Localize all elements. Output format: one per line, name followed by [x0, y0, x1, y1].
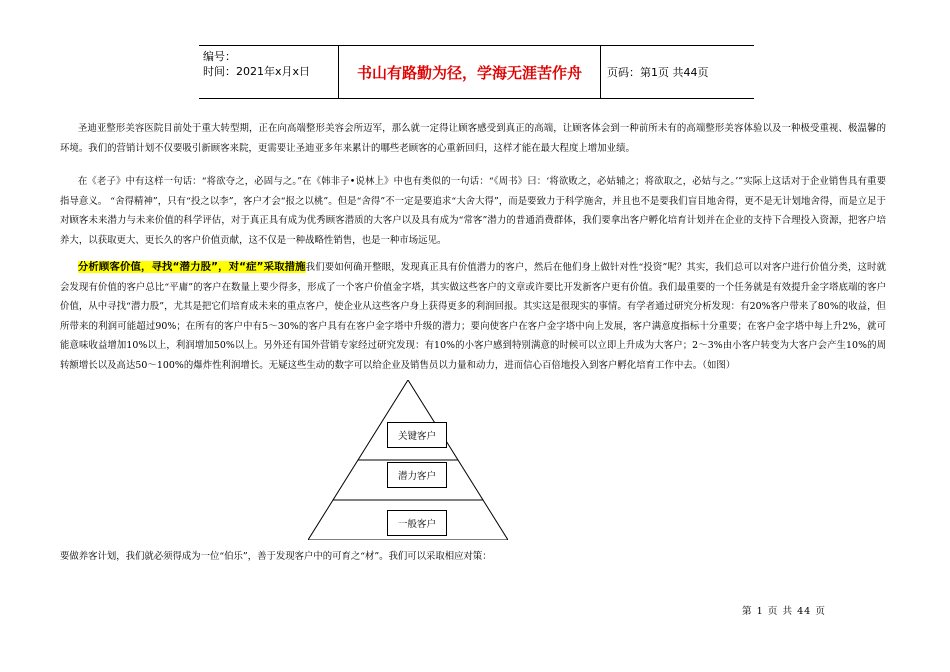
pyramid-tier-key-customers: 关键客户	[387, 422, 447, 448]
time-label: 时间：2021年x月x日	[203, 65, 311, 78]
highlighted-heading: 分析顾客价值，寻找“潜力股”，对“症”采取措施	[77, 261, 306, 273]
number-label: 编号：	[203, 50, 236, 63]
paragraph-conclusion: 要做养客计划，我们就必须得成为一位“伯乐”，善于发现客户中的可育之“材”。我们可以采取相应对策：	[60, 551, 492, 562]
analysis-body: 我们要如何确开整眼，发现真正具有价值潜力的客户，然后在他们身上做针对性“投资”呢？其实，我们总可以对客户进行价值分类，这时就会发现有价值的客户总比“平庸”的客户在数量上要少得多，形成了一个客户价值金字塔，其实做这些客户的文章或许要比开发新客户更有价值。我们最重要的一个任务就是有效提升金字塔底端的客户价值，从中寻找“潜力股”，尤其是把它们培育成未来的重点客户，使企业从这些客户身上获得更多的利润回报。其实这是很现实的事情。有学者通过研究分析发现：有20%客户带来了80%的收益，但所带来的利润可能超过90%；在所有的客户中有5～30%的客户具有在客户金字塔中升级的潜力；要向使客户在客户金字塔中向上发展，客户满意度指标十分重要；在客户金字塔中每上升2%，就可能意味收益增加10%以上，利润增加50%以上。另外还有国外营销专家经过研究发现：有10%的小客户感到特别满意的时候可以立即上升成为大客户；2～3%由小客户转变为大客户会产生10%的周转额增长以及高达50～100%的爆炸性利润增长。无疑这些生动的数字可以给企业及销售员以力量和动力，进而信心百倍地投入到客户孵化培育工作中去。（如图）	[60, 262, 886, 371]
page-footer: 第 1 页 共 44 页	[742, 606, 826, 617]
pyramid-tier-potential-customers: 潜力客户	[387, 462, 447, 488]
page-header	[199, 45, 754, 99]
paragraph-analysis	[60, 258, 886, 375]
header-motto: 书山有路勤为径，学海无涯苦作舟	[339, 46, 601, 98]
paragraph-intro: 圣迪亚整形美容医院目前处于重大转型期，正在向高端整形美容会所迈军，那么就一定得让顾客感受到真正的高端，让顾客体会到一种前所未有的高端整形美容体验以及一种极受重视、极温馨的环境。我们的营销计划不仅要吸引新顾客来院，更需要让圣迪亚多年来累计的哪些老顾客的心重新回归，这样才能在最大程度上增加业绩。	[60, 123, 886, 154]
header-page-label: 页码：第1页 共44页	[607, 66, 709, 79]
header-meta	[199, 46, 339, 98]
paragraph-laozi: 在《老子》中有这样一句话：“将欲夺之，必固与之。”在《韩非子•说林上》中也有类似的一句话：“《周书》曰：‘将欲败之，必姑辅之；将欲取之，必姑与之。’”实际上这话对于企业销售具有重要指导意义。 “舍得精神”，只有“投之以李”，客户才会“报之以桃”。但是“舍得”不一定是要追求“大舍大得”，而是要致力于科学施舍，并且也不是要我们盲目地舍得，更不是无计划地舍得，而是立足于对顾客未来潜力与未来价值的科学评估，对于真正具有成为优秀顾客潜质的大客户以及具有成为“常客”潜力的普通消费群体，我们要拿出客户孵化培育计划并在企业的支持下合理投入资源，把客户培养大，以获取更大、更长久的客户价值贡献，这不仅是一种战略性销售，也是一种市场远见。	[60, 176, 886, 246]
pyramid-tier-general-customers: 一般客户	[387, 510, 447, 536]
